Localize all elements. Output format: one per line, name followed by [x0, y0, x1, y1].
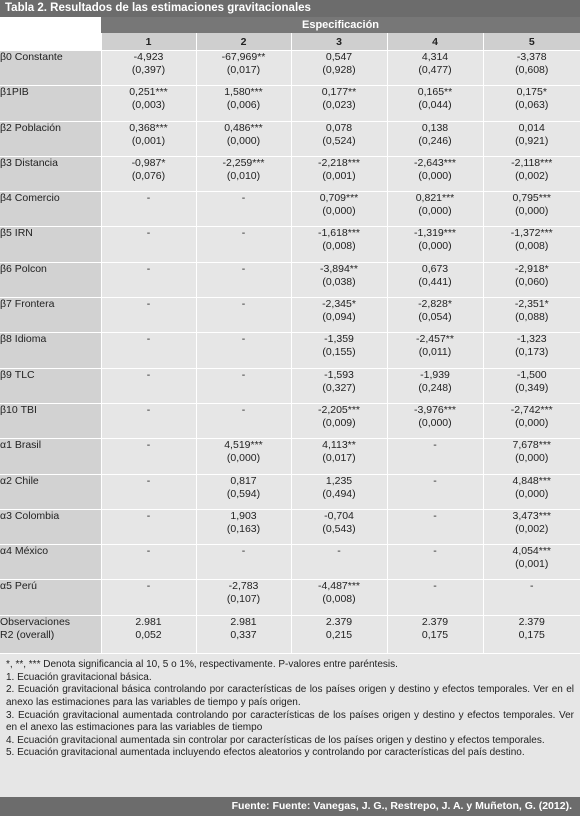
table-cell: [483, 262, 580, 297]
p-value: (0,008): [322, 240, 356, 253]
coefficient-value: -2,457**: [416, 333, 454, 346]
coefficient-value: -: [146, 545, 151, 558]
table-cell: [101, 580, 196, 615]
coefficient-value: 1,235: [325, 474, 353, 487]
coefficient-value: 1,903: [230, 509, 257, 522]
specification-header: Especificación: [101, 17, 580, 33]
table-cell: [196, 121, 291, 156]
p-value: (0,246): [418, 134, 452, 147]
note-line: 3. Ecuación gravitacional aumentada controlando por características de los países origen y destino y efectos temporales. Ver en el anexo las estimaciones para las variables de tiempo: [6, 709, 574, 734]
coefficient-value: -1,359: [324, 333, 354, 346]
p-value: (0,397): [131, 64, 166, 76]
table-cell: [387, 509, 483, 544]
p-value: (0,000): [515, 452, 549, 465]
table-cell: [291, 298, 387, 333]
table-cell: [291, 156, 387, 191]
coefficient-value: 0,251***: [129, 86, 168, 99]
coefficient-value: -2,643***: [413, 156, 457, 169]
row-label: α3 Colombia: [0, 509, 101, 544]
coefficient-value: -1,939: [420, 368, 450, 381]
p-value: (0,921): [515, 134, 549, 147]
p-value: (0,017): [322, 452, 356, 465]
table-row: [0, 509, 580, 544]
summary-cell: [196, 615, 291, 653]
p-value: (0,054): [418, 311, 452, 324]
note-line: 4. Ecuación gravitacional aumentada sin controlar por características de los países origen y destino y efectos temporales.: [6, 734, 545, 746]
table-cell: [291, 368, 387, 403]
coefficient-value: 0,547: [325, 51, 353, 63]
table-cell: [387, 474, 483, 509]
table-cell: [196, 298, 291, 333]
table-cell: [101, 333, 196, 368]
p-value: (0,017): [226, 64, 261, 76]
p-value: (0,094): [322, 311, 356, 324]
p-value: (0,327): [322, 381, 356, 394]
p-value: (0,000): [515, 416, 549, 429]
table-row: [0, 545, 580, 580]
coefficient-value: -: [146, 403, 151, 416]
p-value: (0,001): [322, 169, 356, 182]
coefficient-value: 0,165**: [417, 86, 453, 99]
table-cell: [483, 545, 580, 580]
coefficient-value: 1,580***: [224, 86, 263, 99]
coefficient-value: -: [146, 298, 151, 311]
coefficient-value: 0,795***: [512, 192, 552, 205]
table-cell: [101, 262, 196, 297]
summary-cell: [387, 615, 483, 653]
coefficient-value: 4,054***: [512, 545, 552, 558]
coefficient-value: -: [241, 227, 246, 240]
coefficient-value: -: [241, 333, 246, 346]
table-cell: [483, 156, 580, 191]
coefficient-value: -: [146, 192, 151, 205]
results-table: [0, 17, 580, 653]
p-value: (0,000): [418, 240, 452, 253]
table-row: [0, 439, 580, 474]
table-cell: [387, 545, 483, 580]
p-value: (0,038): [322, 275, 356, 288]
table-cell: [483, 121, 580, 156]
table-cell: [101, 403, 196, 438]
summary-label: [0, 615, 101, 653]
table-cell: [291, 51, 387, 86]
coefficient-value: -4,487***: [317, 580, 361, 593]
table-cell: [387, 86, 483, 121]
p-value: (0,000): [418, 205, 452, 218]
p-value: (0,088): [515, 311, 549, 324]
table-cell: [196, 51, 291, 86]
p-value: (0,002): [515, 169, 549, 182]
observations-value: 2.981: [135, 615, 162, 628]
table-cell: [101, 86, 196, 121]
p-value: (0,543): [322, 522, 356, 535]
table-cell: [101, 51, 196, 86]
table-cell: [387, 368, 483, 403]
table-row: [0, 121, 580, 156]
table-cell: [196, 474, 291, 509]
table-body: [0, 51, 580, 654]
row-label: β0 Constante: [0, 51, 101, 86]
p-value: (0,173): [515, 346, 549, 359]
table-cell: [196, 368, 291, 403]
table-cell: [101, 227, 196, 262]
summary-cell: [291, 615, 387, 653]
table-cell: [483, 509, 580, 544]
p-value: (0,011): [418, 346, 452, 359]
coefficient-value: -3,378: [516, 51, 547, 63]
row-label: β3 Distancia: [0, 156, 101, 191]
table-cell: [101, 368, 196, 403]
table-cell: [101, 156, 196, 191]
row-label: β7 Frontera: [0, 298, 101, 333]
p-value: (0,010): [226, 169, 261, 182]
row-label: β4 Comercio: [0, 192, 101, 227]
coefficient-value: 0,368***: [129, 121, 168, 134]
table-cell: [387, 580, 483, 615]
table-cell: [196, 403, 291, 438]
table-cell: [196, 86, 291, 121]
table-row: [0, 227, 580, 262]
coefficient-value: -: [433, 509, 437, 522]
p-value: (0,000): [226, 134, 261, 147]
coefficient-value: 0,817: [230, 474, 257, 487]
r2-value: 0,215: [325, 628, 353, 641]
coefficient-value: -2,205***: [317, 403, 361, 416]
p-value: (0,000): [226, 452, 261, 465]
coefficient-value: -: [337, 545, 341, 558]
table-cell: [196, 227, 291, 262]
column-number-4: 4: [387, 33, 483, 51]
specification-header-row: [0, 17, 580, 33]
coefficient-value: 0,709***: [319, 192, 359, 205]
table-cell: [387, 192, 483, 227]
summary-row: [0, 615, 580, 653]
table-row: [0, 403, 580, 438]
coefficient-value: -0,987*: [131, 156, 166, 169]
p-value: (0,349): [515, 381, 549, 394]
coefficient-value: -2,259***: [222, 156, 265, 169]
table-cell: [483, 51, 580, 86]
p-value: (0,002): [515, 522, 549, 535]
table-cell: [387, 403, 483, 438]
p-value: (0,163): [226, 522, 261, 535]
coefficient-value: -4,923: [133, 51, 164, 63]
coefficient-value: -: [241, 403, 246, 416]
p-value: (0,006): [226, 99, 261, 112]
coefficient-value: -: [433, 439, 437, 452]
coefficient-value: 0,673: [421, 262, 449, 275]
note-line: 1. Ecuación gravitacional básica.: [6, 671, 152, 683]
summary-cell: [101, 615, 196, 653]
coefficient-value: -2,351*: [514, 298, 549, 311]
table-row: [0, 192, 580, 227]
table-cell: [101, 439, 196, 474]
row-label: α2 Chile: [0, 474, 101, 509]
p-value: (0,477): [418, 64, 452, 76]
table-row: [0, 333, 580, 368]
observations-value: 2.379: [325, 615, 353, 628]
coefficient-value: 4,848***: [512, 474, 552, 487]
row-label: β10 TBI: [0, 403, 101, 438]
column-number-3: 3: [291, 33, 387, 51]
table-row: [0, 51, 580, 86]
row-label: α4 México: [0, 545, 101, 580]
p-value: (0,107): [226, 593, 261, 606]
coefficient-value: 0,821***: [415, 192, 455, 205]
coefficient-value: -: [146, 333, 151, 346]
row-label: β1PIB: [0, 86, 101, 121]
row-label: β6 Polcon: [0, 262, 101, 297]
coefficient-value: 0,138: [421, 121, 449, 134]
column-number-5: 5: [483, 33, 580, 51]
table-cell: [387, 333, 483, 368]
coefficient-value: -2,742***: [510, 403, 553, 416]
coefficient-value: -1,319***: [413, 227, 457, 240]
p-value: (0,008): [322, 593, 356, 606]
table-cell: [483, 474, 580, 509]
table-cell: [387, 298, 483, 333]
observations-label: Observaciones: [0, 615, 71, 628]
coefficient-value: -: [146, 580, 151, 593]
table-cell: [101, 121, 196, 156]
table-cell: [291, 121, 387, 156]
table-cell: [291, 580, 387, 615]
p-value: (0,001): [131, 134, 166, 147]
p-value: (0,608): [515, 64, 549, 76]
coefficient-value: -: [146, 368, 151, 381]
coefficient-value: -0,704: [324, 509, 354, 522]
p-value: (0,000): [418, 416, 452, 429]
coefficient-value: 0,486***: [224, 121, 263, 134]
note-line: *, **, *** Denota significancia al 10, 5 o 1%, respectivamente. P-valores entre paréntesis.: [6, 659, 398, 671]
coefficient-value: 3,473***: [512, 509, 552, 522]
table-cell: [387, 262, 483, 297]
table-notes: [0, 653, 580, 760]
source-citation: Fuente: Fuente: Vanegas, J. G., Restrepo, J. A. y Muñeton, G. (2012).: [0, 797, 580, 816]
table-cell: [291, 509, 387, 544]
coefficient-value: 0,175*: [516, 86, 547, 99]
table-row: [0, 474, 580, 509]
table-cell: [196, 580, 291, 615]
table-cell: [291, 474, 387, 509]
table-cell: [291, 262, 387, 297]
p-value: (0,044): [418, 99, 452, 112]
r2-label: R2 (overall): [0, 628, 55, 641]
coefficient-value: 4,314: [421, 51, 449, 63]
note-line: 5. Ecuación gravitacional aumentada incluyendo efectos aleatorios y controlando por características del país destino.: [6, 747, 525, 759]
p-value: (0,441): [418, 275, 452, 288]
p-value: (0,928): [322, 64, 356, 76]
table-cell: [387, 156, 483, 191]
table-cell: [483, 86, 580, 121]
coefficient-value: -: [146, 509, 151, 522]
p-value: (0,000): [515, 205, 549, 218]
table-cell: [483, 298, 580, 333]
coefficient-value: -2,783: [228, 580, 259, 593]
p-value: (0,003): [131, 99, 166, 112]
table-cell: [196, 509, 291, 544]
column-number-2: 2: [196, 33, 291, 51]
table-cell: [483, 227, 580, 262]
table-cell: [291, 192, 387, 227]
r2-value: 0,052: [135, 628, 162, 641]
table-cell: [387, 121, 483, 156]
r2-value: 0,337: [230, 628, 257, 641]
table-row: [0, 580, 580, 615]
table-title: Tabla 2. Resultados de las estimaciones gravitacionales: [0, 0, 580, 17]
table-cell: [291, 545, 387, 580]
coefficient-value: -: [241, 368, 246, 381]
table-cell: [101, 192, 196, 227]
table-row: [0, 368, 580, 403]
p-value: (0,076): [131, 169, 166, 182]
p-value: (0,009): [322, 416, 356, 429]
column-number-1: 1: [101, 33, 196, 51]
p-value: (0,155): [322, 346, 356, 359]
row-label: α5 Perú: [0, 580, 101, 615]
coefficient-value: -1,372***: [510, 227, 553, 240]
coefficient-value: -: [433, 545, 437, 558]
table-cell: [387, 439, 483, 474]
p-value: (0,060): [515, 275, 549, 288]
p-value: (0,008): [515, 240, 549, 253]
coefficient-value: -1,500: [516, 368, 547, 381]
coefficient-value: -: [433, 580, 437, 593]
table-row: [0, 262, 580, 297]
row-label: β8 Idioma: [0, 333, 101, 368]
row-label: β2 Población: [0, 121, 101, 156]
row-label: β9 TLC: [0, 368, 101, 403]
p-value: (0,001): [515, 558, 549, 571]
p-value: (0,000): [418, 169, 452, 182]
table-cell: [483, 580, 580, 615]
table-cell: [196, 333, 291, 368]
table-cell: [291, 227, 387, 262]
coefficient-value: 7,678***: [512, 439, 552, 452]
row-label: α1 Brasil: [0, 439, 101, 474]
coefficient-value: -: [241, 262, 246, 275]
table-cell: [101, 509, 196, 544]
coefficient-value: -2,918*: [514, 262, 549, 275]
p-value: (0,000): [322, 205, 356, 218]
coefficient-value: -: [241, 545, 246, 558]
coefficient-value: -1,323: [516, 333, 547, 346]
table-cell: [387, 227, 483, 262]
coefficient-value: 0,014: [518, 121, 545, 134]
coefficient-value: -: [433, 474, 437, 487]
summary-cell: [483, 615, 580, 653]
coefficient-value: -2,118***: [511, 156, 553, 169]
table-cell: [387, 51, 483, 86]
row-label: β5 IRN: [0, 227, 101, 262]
p-value: (0,248): [418, 381, 452, 394]
table-cell: [196, 262, 291, 297]
table-cell: [483, 192, 580, 227]
table-cell: [101, 545, 196, 580]
observations-value: 2.981: [230, 615, 257, 628]
table-cell: [101, 298, 196, 333]
r2-value: 0,175: [421, 628, 449, 641]
r2-value: 0,175: [518, 628, 545, 641]
table-cell: [483, 403, 580, 438]
table-row: [0, 298, 580, 333]
table-row: [0, 156, 580, 191]
observations-value: 2.379: [518, 615, 545, 628]
coefficient-value: -: [530, 580, 534, 593]
coefficient-value: -: [241, 298, 246, 311]
coefficient-value: 4,519***: [224, 439, 263, 452]
p-value: (0,594): [226, 487, 261, 500]
table-cell: [483, 368, 580, 403]
table-cell: [291, 333, 387, 368]
coefficient-value: -: [146, 227, 151, 240]
table-cell: [483, 439, 580, 474]
coefficient-value: 0,177**: [321, 86, 357, 99]
table-cell: [101, 474, 196, 509]
coefficient-value: 0,078: [325, 121, 353, 134]
coefficient-value: -2,828*: [418, 298, 452, 311]
coefficient-value: -: [146, 262, 151, 275]
p-value: (0,023): [322, 99, 356, 112]
coefficient-value: -: [146, 439, 151, 452]
coefficient-value: -: [146, 474, 151, 487]
observations-value: 2.379: [421, 615, 449, 628]
table-cell: [291, 403, 387, 438]
table-cell: [196, 156, 291, 191]
coefficient-value: -: [241, 192, 246, 205]
p-value: (0,000): [515, 487, 549, 500]
p-value: (0,524): [322, 134, 356, 147]
p-value: (0,063): [515, 99, 549, 112]
table-cell: [196, 439, 291, 474]
coefficient-value: -67,969**: [221, 51, 266, 63]
coefficient-value: 4,113**: [322, 439, 356, 452]
table-cell: [196, 545, 291, 580]
coefficient-value: -1,618***: [317, 227, 361, 240]
note-line: 2. Ecuación gravitacional básica controlando por características de los países origen y destino y efectos temporales. Ver en el anexo las estimaciones para las variables de tiempo y país origen.: [6, 684, 574, 709]
coefficient-value: -2,218***: [317, 156, 361, 169]
coefficient-value: -2,345*: [322, 298, 356, 311]
table-cell: [291, 86, 387, 121]
p-value: (0,494): [322, 487, 356, 500]
table-row: [0, 86, 580, 121]
column-number-row: [0, 33, 580, 51]
coefficient-value: -1,593: [324, 368, 354, 381]
table-cell: [483, 333, 580, 368]
coefficient-value: -3,976***: [413, 403, 457, 416]
table-cell: [196, 192, 291, 227]
coefficient-value: -3,894**: [320, 262, 358, 275]
table-cell: [291, 439, 387, 474]
